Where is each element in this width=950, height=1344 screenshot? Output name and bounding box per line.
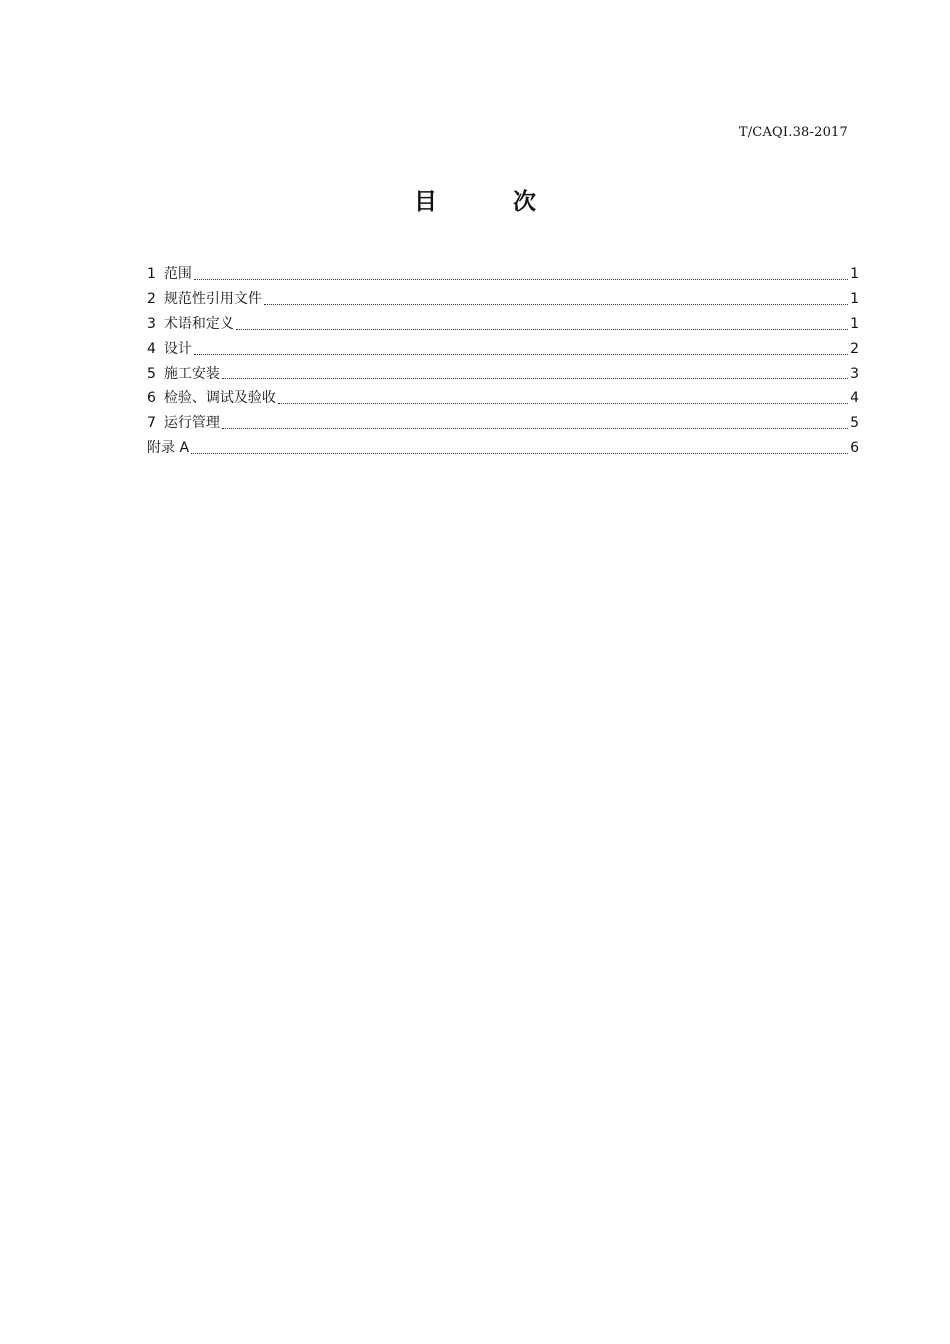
toc-entry-label: 施工安装: [163, 365, 220, 382]
toc-entry-number: 1: [147, 266, 156, 282]
toc-entry-page: 5: [850, 415, 859, 432]
toc-entry-page: 1: [850, 315, 859, 332]
toc-entry-label: 检验、调试及验收: [163, 390, 276, 407]
toc-entry-operation[interactable]: [147, 411, 859, 436]
toc-title: 目 次: [413, 189, 570, 215]
document-number: T/CAQI.38-2017: [738, 125, 848, 140]
toc-entry-page: 1: [850, 266, 859, 282]
toc-entry-number: 7: [147, 415, 156, 432]
toc-entry-number: 5: [147, 365, 156, 382]
dot-leader: [194, 278, 848, 280]
toc-entry-label: 附录 A: [147, 440, 190, 457]
toc-entry-terms-definitions[interactable]: [147, 312, 859, 337]
toc-entry-design[interactable]: [147, 337, 859, 362]
toc-entry-inspection[interactable]: [147, 386, 859, 411]
toc-entry-label: 运行管理: [163, 415, 220, 432]
toc-entry-page: 3: [850, 365, 859, 382]
toc-entry-page: 4: [850, 390, 859, 407]
table-of-contents: [147, 262, 859, 461]
toc-entry-normative-references[interactable]: [147, 287, 859, 312]
toc-entry-label: 术语和定义: [163, 315, 234, 332]
dot-leader: [222, 377, 848, 379]
dot-leader: [194, 353, 848, 355]
dot-leader: [222, 427, 848, 429]
toc-entry-scope[interactable]: [147, 262, 859, 287]
dot-leader: [236, 328, 848, 330]
toc-entry-number: 3: [147, 315, 156, 332]
toc-entry-number: 4: [147, 340, 156, 357]
toc-entry-appendix-a[interactable]: [147, 436, 859, 461]
toc-entry-page: 2: [850, 340, 859, 357]
toc-entry-page: 1: [850, 290, 859, 307]
dot-leader: [191, 452, 848, 454]
toc-entry-label: 规范性引用文件: [163, 290, 262, 307]
toc-entry-label: 设计: [163, 340, 192, 357]
toc-entry-number: 6: [147, 390, 156, 407]
toc-entry-page: 6: [850, 440, 859, 457]
toc-entry-number: 2: [147, 290, 156, 307]
toc-entry-label: 范围: [163, 266, 192, 282]
toc-entry-installation[interactable]: [147, 362, 859, 387]
dot-leader: [278, 402, 848, 404]
dot-leader: [264, 303, 848, 305]
